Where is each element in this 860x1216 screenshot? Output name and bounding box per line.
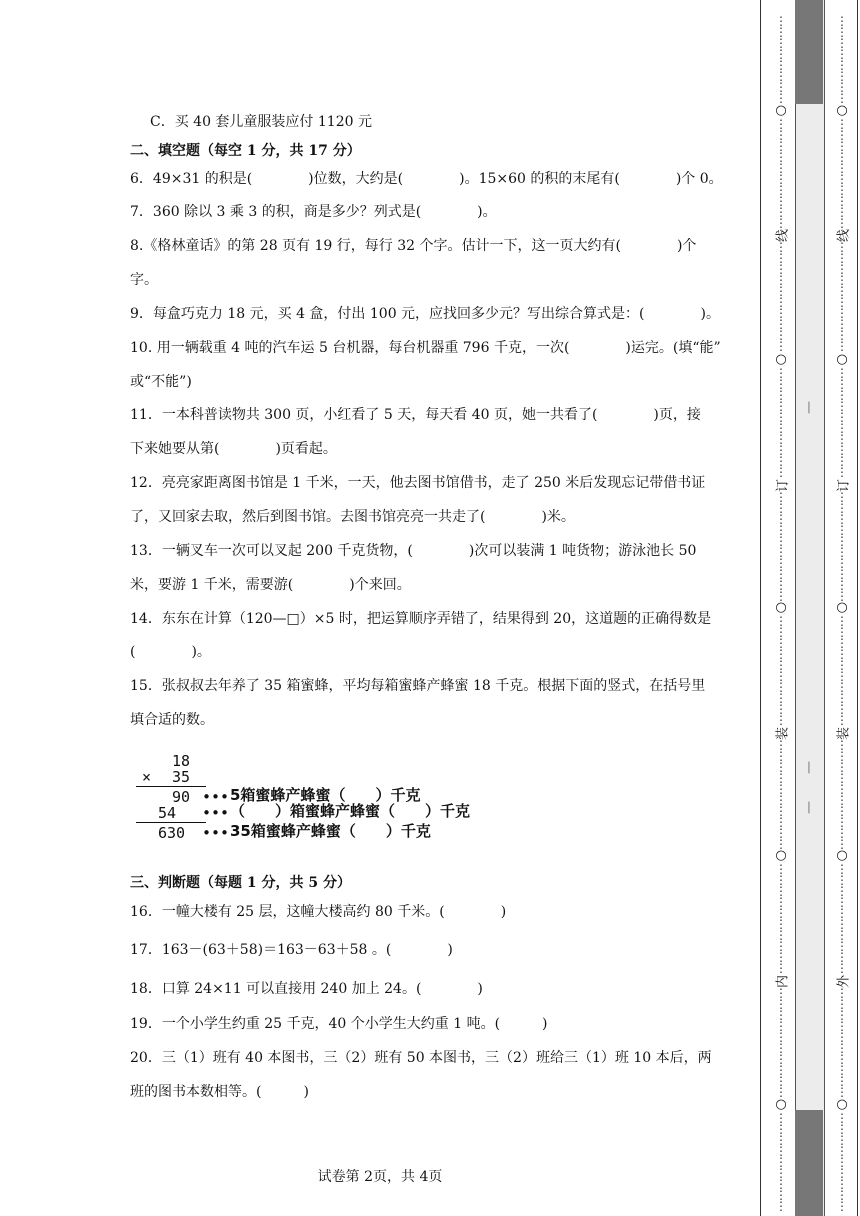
- inner-seal-circle-2: ○: [775, 600, 787, 615]
- calc-dots-3: •••: [202, 824, 230, 842]
- inner-seal-dots-3: ⋮⋮⋮⋮⋮⋮⋮⋮⋮⋮: [775, 366, 787, 479]
- question-11-line1: 11．一本科普读物共 300 页，小红看了 5 天，每天看 40 页，她一共看了( )页，接: [130, 407, 701, 423]
- calc-times-sign: ×: [142, 768, 152, 786]
- outer-seal-circle-0: ○: [836, 103, 848, 118]
- inner-seal-char-3: 内: [775, 975, 791, 989]
- outer-seal-dots-4: ⋮⋮⋮⋮⋮⋮⋮⋮⋮⋮: [836, 490, 848, 603]
- outer-seal-dots-1: ⋮⋮⋮⋮⋮⋮⋮⋮⋮⋮: [836, 117, 848, 230]
- question-15-line2: 填合适的数。: [130, 712, 214, 728]
- outer-seal-char-0: 线: [836, 229, 852, 243]
- outer-seal-char-2: 装: [836, 727, 852, 741]
- outer-seal-dots-6: ⋮⋮⋮⋮⋮⋮⋮⋮⋮⋮: [836, 738, 848, 851]
- inner-seal-char-0: 线: [775, 229, 791, 243]
- section-fill-blank-title: 二、填空题（每空 1 分，共 17 分）: [130, 143, 361, 159]
- question-20-line2: 班的图书本数相等。( ): [130, 1084, 309, 1100]
- inner-seal-char-1: 订: [775, 479, 791, 493]
- inner-seal-dots-7: ⋮⋮⋮⋮⋮⋮⋮⋮⋮⋮: [775, 862, 787, 975]
- outer-seal-circle-2: ○: [836, 600, 848, 615]
- question-13-line2: 米，要游 1 千米，需要游( )个来回。: [130, 577, 411, 593]
- outer-seal-dots-0: ⋮⋮⋮⋮⋮⋮⋮⋮: [836, 14, 848, 105]
- calc-note-1: 5箱蜜蜂产蜂蜜（ ）千克: [230, 786, 421, 804]
- section-judge-title: 三、判断题（每题 1 分，共 5 分）: [130, 875, 351, 891]
- question-12-line2: 了，又回家去取，然后到图书馆。去图书馆亮亮一共走了( )米。: [130, 509, 575, 525]
- outer-seal-dots-2: ⋮⋮⋮⋮⋮⋮⋮⋮⋮⋮: [836, 240, 848, 353]
- question-18: 18．口算 24×11 可以直接用 240 加上 24。( ): [130, 981, 483, 997]
- question-8-line2: 字。: [130, 272, 158, 288]
- calc-note-3: 35箱蜜蜂产蜂蜜（ ）千克: [230, 822, 431, 840]
- question-11-line2: 下来她要从第( )页看起。: [130, 441, 337, 457]
- calc-note-2: （ ）箱蜜蜂产蜂蜜（ ）千克: [230, 802, 471, 820]
- question-10-line2: 或“不能”): [130, 374, 192, 390]
- question-10-line1: 10. 用一辆载重 4 吨的汽车运 5 台机器，每台机器重 796 千克，一次( )运完。(填“能”: [130, 340, 721, 356]
- inner-seal-circle-0: ○: [775, 103, 787, 118]
- question-20-line1: 20．三（1）班有 40 本图书，三（2）班有 50 本图书，三（2）班给三（1）班 10 本后，两: [130, 1050, 712, 1066]
- inner-seal-dots-8: ⋮⋮⋮⋮⋮⋮⋮⋮⋮⋮: [775, 986, 787, 1099]
- outer-seal-char-1: 订: [836, 479, 852, 493]
- outer-seal-dots-5: ⋮⋮⋮⋮⋮⋮⋮⋮⋮⋮: [836, 614, 848, 727]
- question-17: 17．163－(63＋58)＝163－63＋58 。( ): [130, 942, 453, 958]
- binding-strip-bottom-shade: [795, 1110, 823, 1216]
- question-14-line1: 14．东东在计算（120—□）×5 时，把运算顺序弄错了，结果得到 20，这道题的正确得数是: [130, 611, 712, 627]
- binding-dash-1: —: [801, 761, 817, 774]
- question-14-line2: ( )。: [130, 644, 211, 660]
- gutter-border-left: [760, 0, 761, 1216]
- inner-seal-dots-4: ⋮⋮⋮⋮⋮⋮⋮⋮⋮⋮: [775, 490, 787, 603]
- question-15-line1: 15．张叔叔去年养了 35 箱蜜蜂，平均每箱蜜蜂产蜂蜜 18 千克。根据下面的竖式，在括号里: [130, 678, 706, 694]
- outer-seal-char-3: 外: [836, 975, 852, 989]
- inner-seal-char-2: 装: [775, 727, 791, 741]
- calc-rule-1: [136, 786, 206, 787]
- binding-dash-2: —: [801, 801, 817, 814]
- question-16: 16．一幢大楼有 25 层，这幢大楼高约 80 千米。( ): [130, 904, 507, 920]
- calc-multiplicand: 18: [172, 752, 191, 770]
- inner-seal-circle-1: ○: [775, 352, 787, 367]
- question-7: 7．360 除以 3 乘 3 的积，商是多少？列式是( )。: [130, 204, 497, 220]
- calc-partial-2: 54: [158, 804, 177, 822]
- outer-seal-dots-3: ⋮⋮⋮⋮⋮⋮⋮⋮⋮⋮: [836, 366, 848, 479]
- inner-seal-dots-5: ⋮⋮⋮⋮⋮⋮⋮⋮⋮⋮: [775, 614, 787, 727]
- calc-total: 630: [158, 824, 186, 842]
- inner-seal-circle-4: ○: [775, 1097, 787, 1112]
- calc-multiplier: 35: [172, 768, 191, 786]
- outer-seal-dots-7: ⋮⋮⋮⋮⋮⋮⋮⋮⋮⋮: [836, 862, 848, 975]
- inner-seal-dots-6: ⋮⋮⋮⋮⋮⋮⋮⋮⋮⋮: [775, 738, 787, 851]
- question-6: 6．49×31 的积是( )位数，大约是( )。15×60 的积的末尾有( )个 0。: [130, 171, 723, 187]
- outer-seal-dots-9: ⋮⋮⋮⋮⋮⋮⋮⋮⋮: [836, 1111, 848, 1213]
- binding-dash-0: —: [801, 401, 817, 414]
- gutter-border-right: [857, 0, 858, 1216]
- outer-seal-circle-3: ○: [836, 848, 848, 863]
- calc-partial-1: 90: [172, 788, 191, 806]
- inner-seal-dots-9: ⋮⋮⋮⋮⋮⋮⋮⋮⋮: [775, 1111, 787, 1213]
- question-9: 9．每盒巧克力 18 元，买 4 盒，付出 100 元，应找回多少元？写出综合算式是：( )。: [130, 306, 720, 322]
- calc-dots-1: •••: [202, 788, 230, 806]
- question-12-line1: 12．亮亮家距离图书馆是 1 千米，一天，他去图书馆借书，走了 250 米后发现忘记带借书证: [130, 475, 706, 491]
- calc-rule-2: [136, 822, 206, 823]
- question-19: 19．一个小学生约重 25 千克，40 个小学生大约重 1 吨。( ): [130, 1016, 548, 1032]
- binding-strip-top-shade: [795, 0, 823, 104]
- inner-seal-dots-1: ⋮⋮⋮⋮⋮⋮⋮⋮⋮⋮: [775, 117, 787, 230]
- outer-seal-circle-4: ○: [836, 1097, 848, 1112]
- inner-seal-circle-3: ○: [775, 848, 787, 863]
- page-footer: 试卷第 2页，共 4页: [317, 1169, 443, 1185]
- outer-seal-circle-1: ○: [836, 352, 848, 367]
- inner-seal-dots-0: ⋮⋮⋮⋮⋮⋮⋮⋮: [775, 14, 787, 105]
- calc-dots-2: •••: [202, 804, 230, 822]
- inner-seal-dots-2: ⋮⋮⋮⋮⋮⋮⋮⋮⋮⋮: [775, 240, 787, 353]
- vertical-multiplication: [136, 752, 496, 842]
- binding-strip: [795, 0, 825, 1216]
- outer-seal-dots-8: ⋮⋮⋮⋮⋮⋮⋮⋮⋮⋮: [836, 986, 848, 1099]
- question-13-line1: 13．一辆叉车一次可以叉起 200 千克货物，( )次可以装满 1 吨货物；游泳池长 50: [130, 543, 697, 559]
- option-c: C．买 40 套儿童服装应付 1120 元: [150, 114, 372, 130]
- question-8-line1: 8.《格林童话》的第 28 页有 19 行，每行 32 个字。估计一下，这一页大约有( )个: [130, 238, 697, 254]
